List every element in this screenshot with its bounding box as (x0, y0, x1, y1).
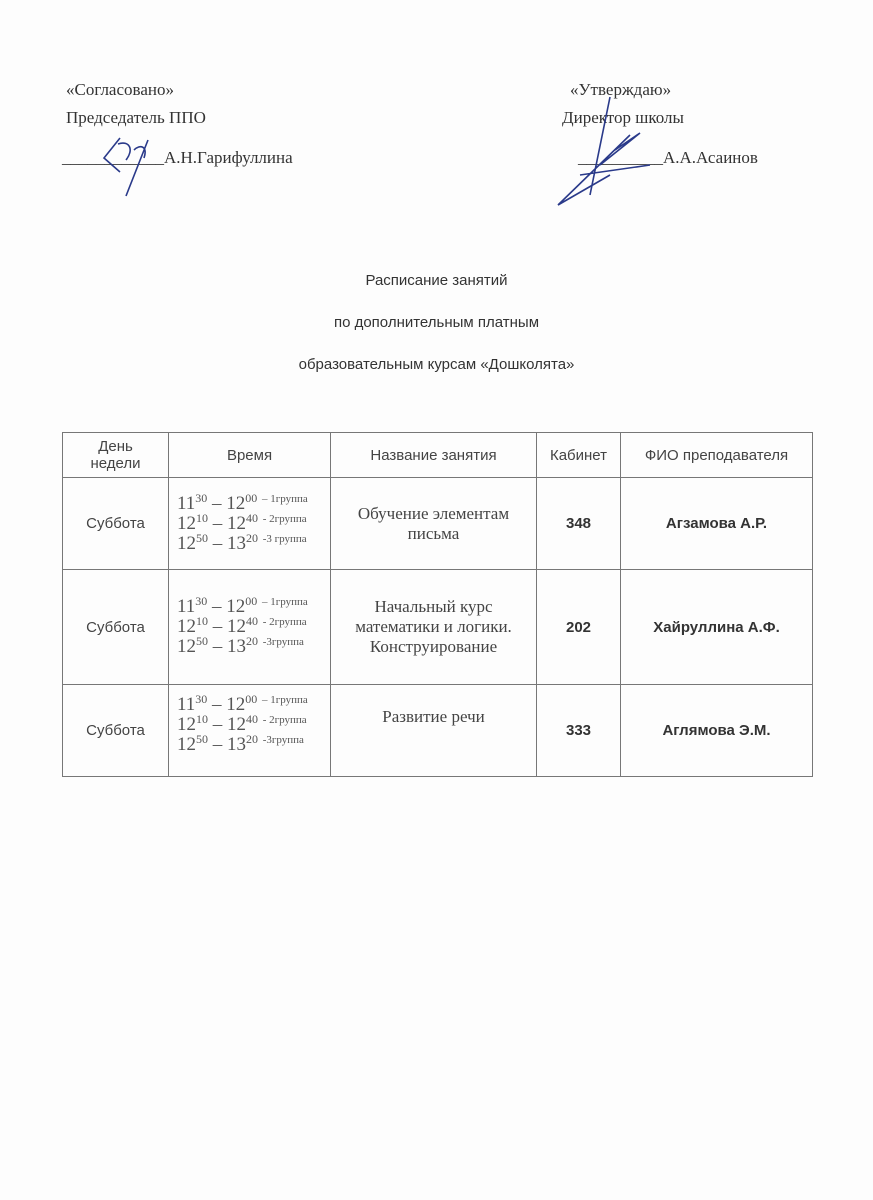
room-cell: 333 (537, 685, 621, 777)
course-cell: Развитие речи (331, 685, 537, 777)
approved-position: Директор школы (562, 108, 684, 127)
title-line-1: Расписание занятий (365, 272, 508, 289)
time-slot: $11^{30} - 12^{00}$ $^{- 1группа}$ (177, 692, 308, 715)
time-slot: $12^{10} - 12^{40}$ $^{- 2группа}$ (177, 510, 307, 534)
table-row (63, 685, 813, 777)
agreed-label: «Согласовано» (66, 80, 174, 99)
teacher-cell: Агзамова А.Р. (621, 478, 813, 570)
agreed-position: Председатель ППО (66, 108, 206, 127)
day-cell: Суббота (63, 570, 169, 685)
time-slot: $12^{10} - 12^{40}$ $^{- 2группа}$ (177, 614, 307, 637)
header-teacher: ФИО преподавателя (621, 433, 813, 478)
room-cell: 202 (537, 570, 621, 685)
header-day: День недели (63, 433, 169, 478)
table-row (63, 478, 813, 570)
header-time: Время (169, 433, 331, 478)
title-line-2: по дополнительным платным (333, 314, 540, 331)
approved-label: «Утверждаю» (570, 80, 672, 99)
table-header-row (63, 433, 813, 478)
time-slot: $12^{50} - 13^{20}$ $^{-3группа}$ (177, 634, 304, 657)
course-cell: Обучение элементам письма (331, 478, 537, 570)
time-slot: $12^{10} - 12^{40}$ $^{- 2группа}$ (177, 712, 307, 735)
agreed-signature-line: ____________А.Н.Гарифуллина (62, 148, 293, 167)
day-cell: Суббота (63, 685, 169, 777)
header-course: Название занятия (331, 433, 537, 478)
teacher-cell: Хайруллина А.Ф. (621, 570, 813, 685)
time-slot: $11^{30} - 12^{00}$ $^{- 1группа}$ (177, 490, 308, 514)
approved-signature-line: __________А.А.Асаинов (578, 148, 758, 167)
table-row (63, 570, 813, 685)
course-cell: Начальный курс математики и логики. Конструирование (331, 570, 537, 685)
time-cell (169, 570, 331, 685)
schedule-table (62, 432, 813, 777)
time-cell (169, 685, 331, 777)
title-line-3: образовательным курсам «Дошколята» (298, 356, 575, 373)
time-slot: $12^{50} - 13^{20}$ $^{-3группа}$ (177, 732, 304, 755)
day-cell: Суббота (63, 478, 169, 570)
teacher-cell: Аглямова Э.М. (621, 685, 813, 777)
time-slot: $11^{30} - 12^{00}$ $^{- 1группа}$ (177, 594, 308, 617)
header-room: Кабинет (537, 433, 621, 478)
time-cell (169, 478, 331, 570)
time-slot: $12^{50} - 13^{20}$ $^{-3 группа}$ (177, 530, 307, 554)
signature-left (90, 130, 170, 200)
room-cell: 348 (537, 478, 621, 570)
signature-right (550, 95, 660, 210)
